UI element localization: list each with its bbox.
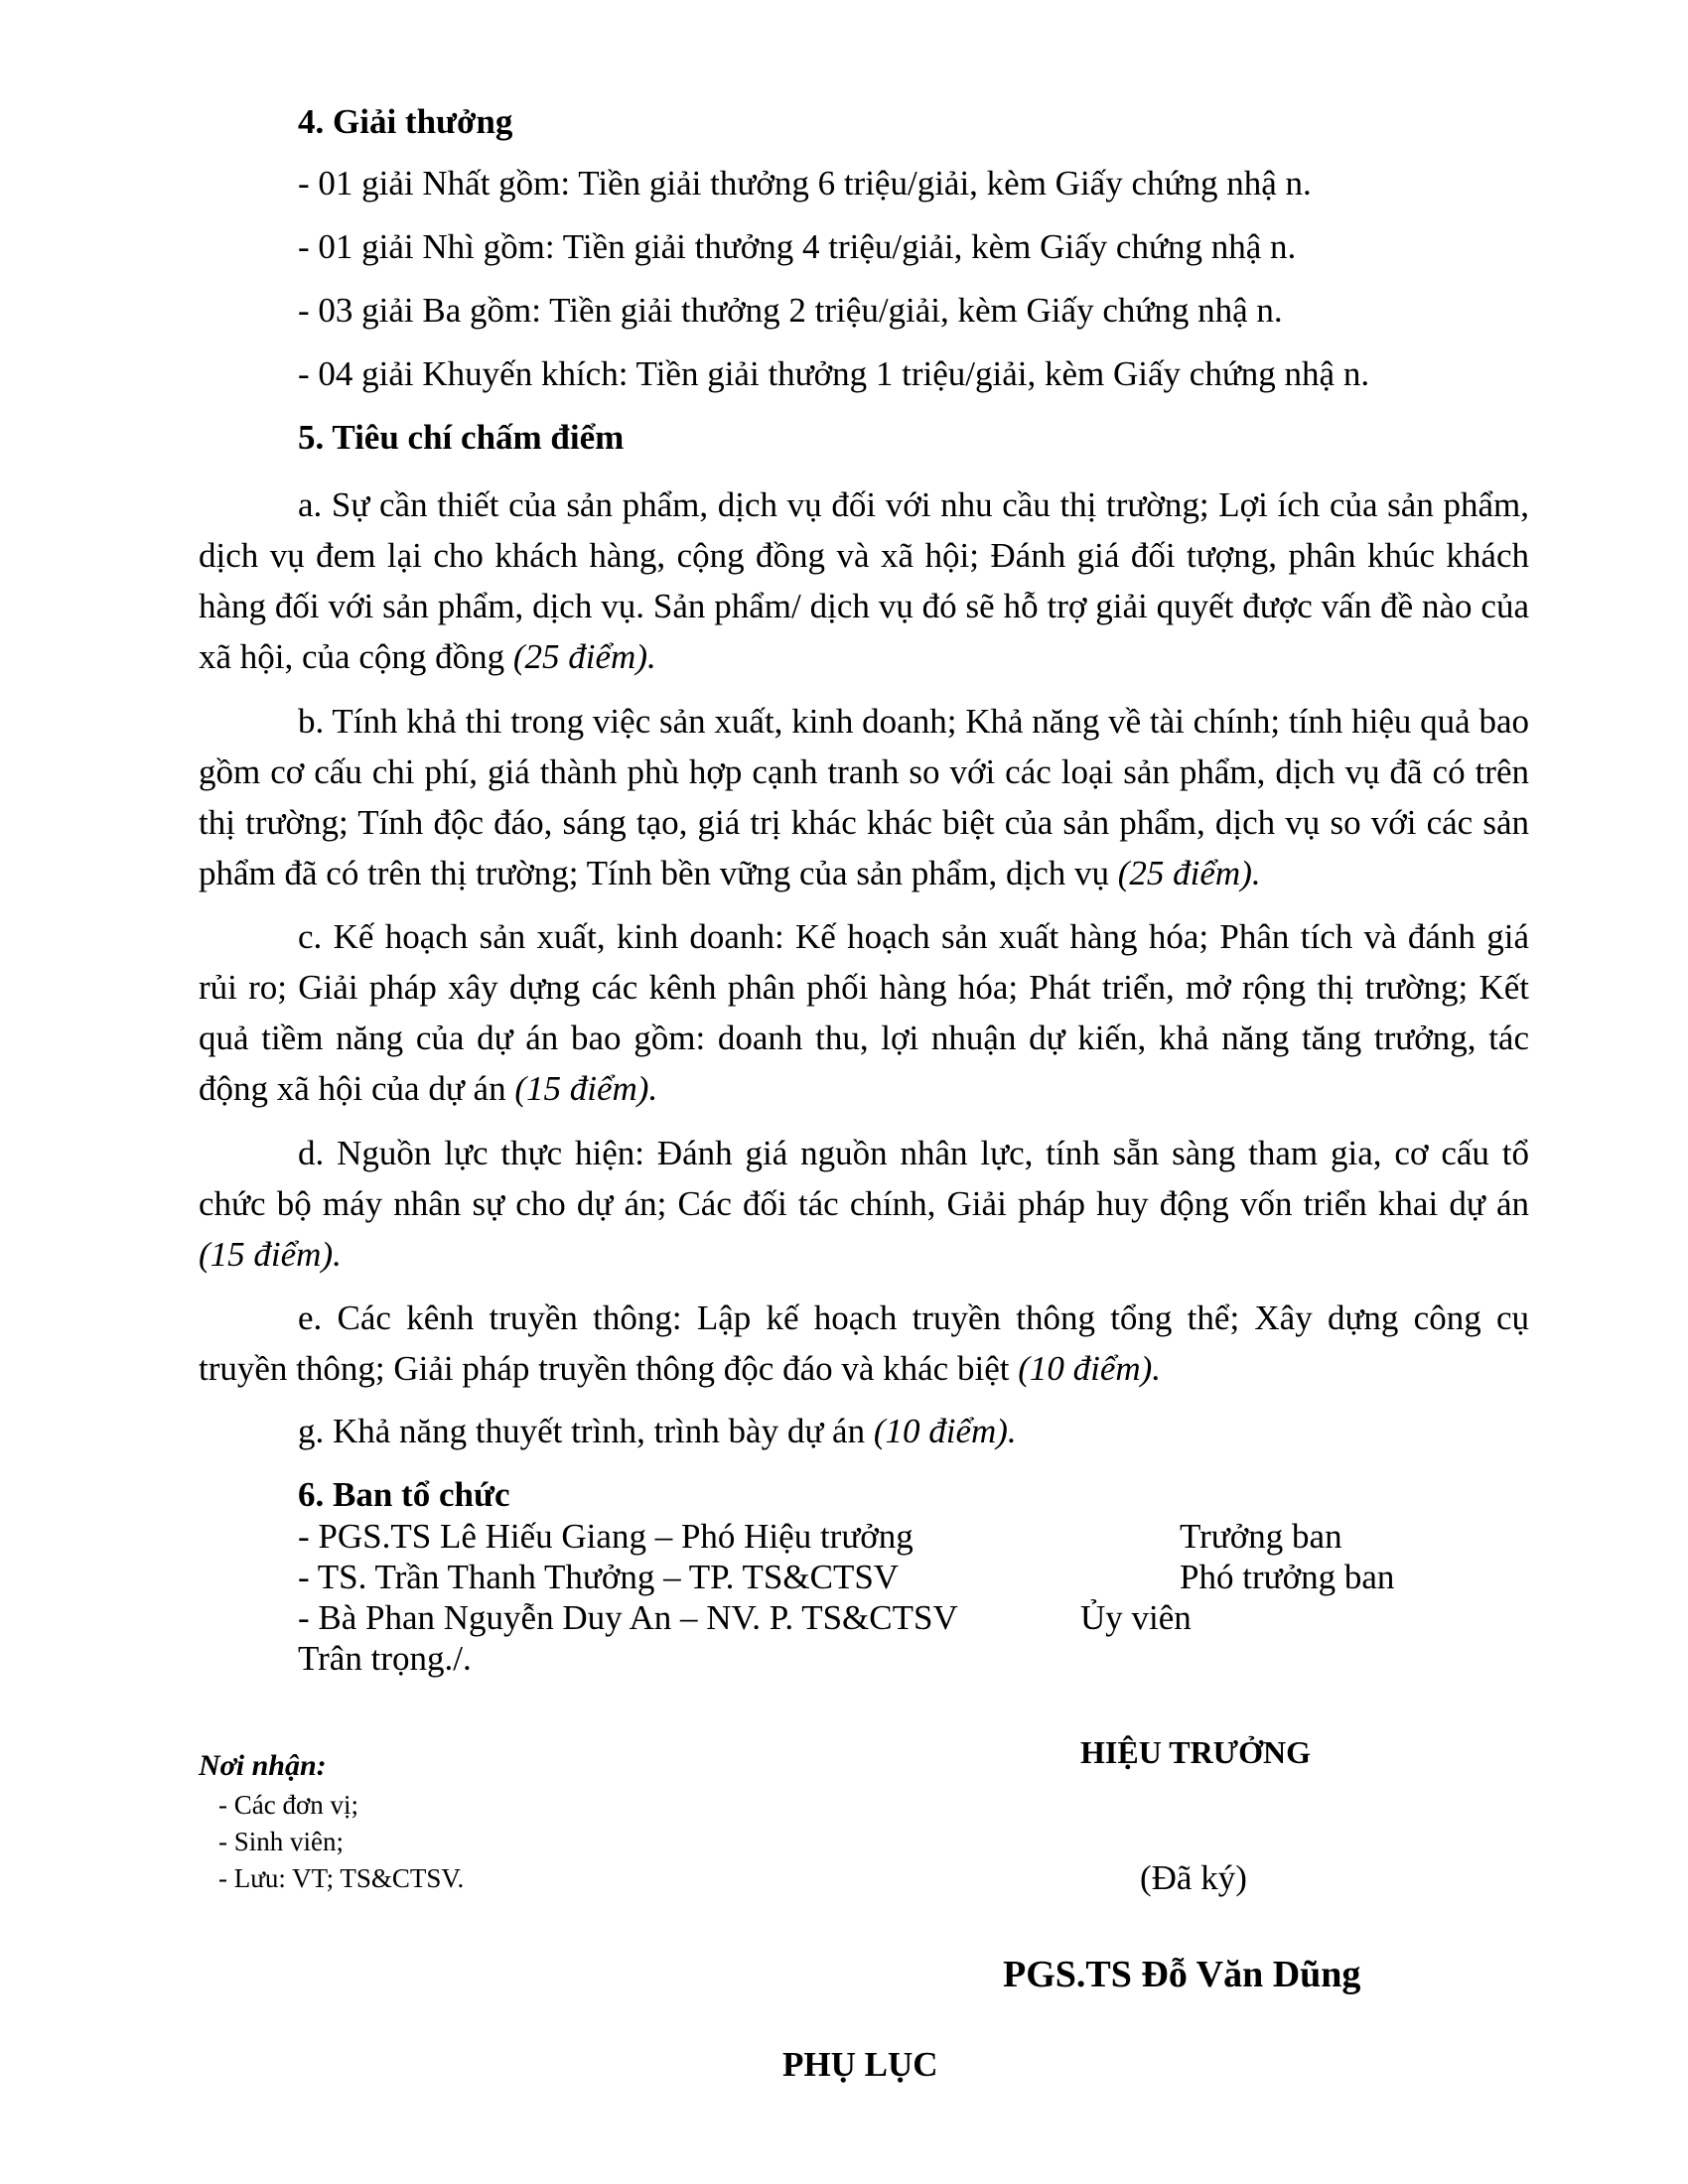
member-role: Trưởng ban <box>1180 1517 1342 1556</box>
recipient-item: - Lưu: VT; TS&CTSV. <box>218 1863 465 1893</box>
recipients-heading: Nơi nhận: <box>199 1749 327 1782</box>
member-role: Phó trưởng ban <box>1180 1558 1395 1596</box>
criterion-text: b. Tính khả thi trong việc sản xuất, kinh doanh; Khả năng về tài chính; tính hiệu quả bao gồm cơ cấu chi phí, giá thành phù hợp cạnh tranh so với các loại sản phẩm, dịch vụ đã có trên thị trường; Tính độc đáo, sáng tạo, giá trị khác khác biệt của sản phẩm, dịch vụ so với các sản phẩm đã có trên thị trường; Tính bền vững của sản phẩm, dịch vụ <box>199 702 1529 892</box>
criterion-c <box>199 911 1529 1114</box>
signer-position: HIỆU TRƯỞNG <box>1080 1734 1312 1770</box>
prize-item: - 03 giải Ba gồm: Tiền giải thưởng 2 triệu/giải, kèm Giấy chứng nhậ n. <box>298 291 1283 330</box>
criterion-e <box>199 1293 1529 1394</box>
criterion-text: d. Nguồn lực thực hiện: Đánh giá nguồn nhân lực, tính sẵn sàng tham gia, cơ cấu tổ chức bộ máy nhân sự cho dự án; Các đối tác chính, Giải pháp huy động vốn triển khai dự án <box>199 1134 1529 1223</box>
section-4-heading: 4. Giải thưởng <box>298 102 513 141</box>
appendix-title: PHỤ LỤC <box>782 2045 938 2084</box>
section-6-heading: 6. Ban tổ chức <box>298 1475 510 1514</box>
criterion-g <box>199 1406 1529 1456</box>
criterion-points: (15 điểm). <box>199 1235 342 1274</box>
member-role: Ủy viên <box>1080 1598 1192 1637</box>
criterion-points: (25 điểm). <box>512 637 656 676</box>
recipient-item: - Sinh viên; <box>218 1827 344 1856</box>
criterion-points: (25 điểm). <box>1117 854 1261 892</box>
prize-item: - 04 giải Khuyến khích: Tiền giải thưởng 1 triệu/giải, kèm Giấy chứng nhậ n. <box>298 354 1370 393</box>
member-name: - PGS.TS Lê Hiếu Giang – Phó Hiệu trưởng <box>298 1517 914 1556</box>
criterion-points: (15 điểm). <box>514 1069 658 1108</box>
criterion-points: (10 điểm). <box>1018 1349 1162 1388</box>
prize-item: - 01 giải Nhì gồm: Tiền giải thưởng 4 triệu/giải, kèm Giấy chứng nhậ n. <box>298 227 1297 266</box>
member-name: - TS. Trần Thanh Thưởng – TP. TS&CTSV <box>298 1558 900 1596</box>
member-name: - Bà Phan Nguyễn Duy An – NV. P. TS&CTSV <box>298 1598 958 1637</box>
recipient-item: - Các đơn vị; <box>218 1790 358 1820</box>
criterion-a <box>199 479 1529 682</box>
prize-item: - 01 giải Nhất gồm: Tiền giải thưởng 6 triệu/giải, kèm Giấy chứng nhậ n. <box>298 164 1312 203</box>
criterion-text: c. Kế hoạch sản xuất, kinh doanh: Kế hoạch sản xuất hàng hóa; Phân tích và đánh giá rủi ro; Giải pháp xây dựng các kênh phân phối hàng hóa; Phát triển, mở rộng thị trường; Kết quả tiềm năng của dự án bao gồm: doanh thu, lợi nhuận dự kiến, khả năng tăng trưởng, tác động xã hội của dự án <box>199 917 1529 1108</box>
signed-note: (Đã ký) <box>1140 1858 1247 1897</box>
criterion-b <box>199 696 1529 898</box>
criterion-text: g. Khả năng thuyết trình, trình bày dự án <box>298 1412 874 1450</box>
signer-name: PGS.TS Đỗ Văn Dũng <box>1003 1954 1361 1995</box>
criterion-d <box>199 1128 1529 1280</box>
closing-line: Trân trọng./. <box>298 1639 472 1678</box>
criterion-text: e. Các kênh truyền thông: Lập kế hoạch truyền thông tổng thể; Xây dựng công cụ truyền thông; Giải pháp truyền thông độc đáo và khác biệt <box>199 1298 1529 1388</box>
criterion-text: a. Sự cần thiết của sản phẩm, dịch vụ đối với nhu cầu thị trường; Lợi ích của sản phẩm, dịch vụ đem lại cho khách hàng, cộng đồng và xã hội; Đánh giá đối tượng, phân khúc khách hàng đối với sản phẩm, dịch vụ. Sản phẩm/ dịch vụ đó sẽ hỗ trợ giải quyết được vấn đề nào của xã hội, của cộng đồng <box>199 485 1529 676</box>
criterion-points: (10 điểm). <box>873 1412 1017 1450</box>
section-5-heading: 5. Tiêu chí chấm điểm <box>298 418 625 457</box>
